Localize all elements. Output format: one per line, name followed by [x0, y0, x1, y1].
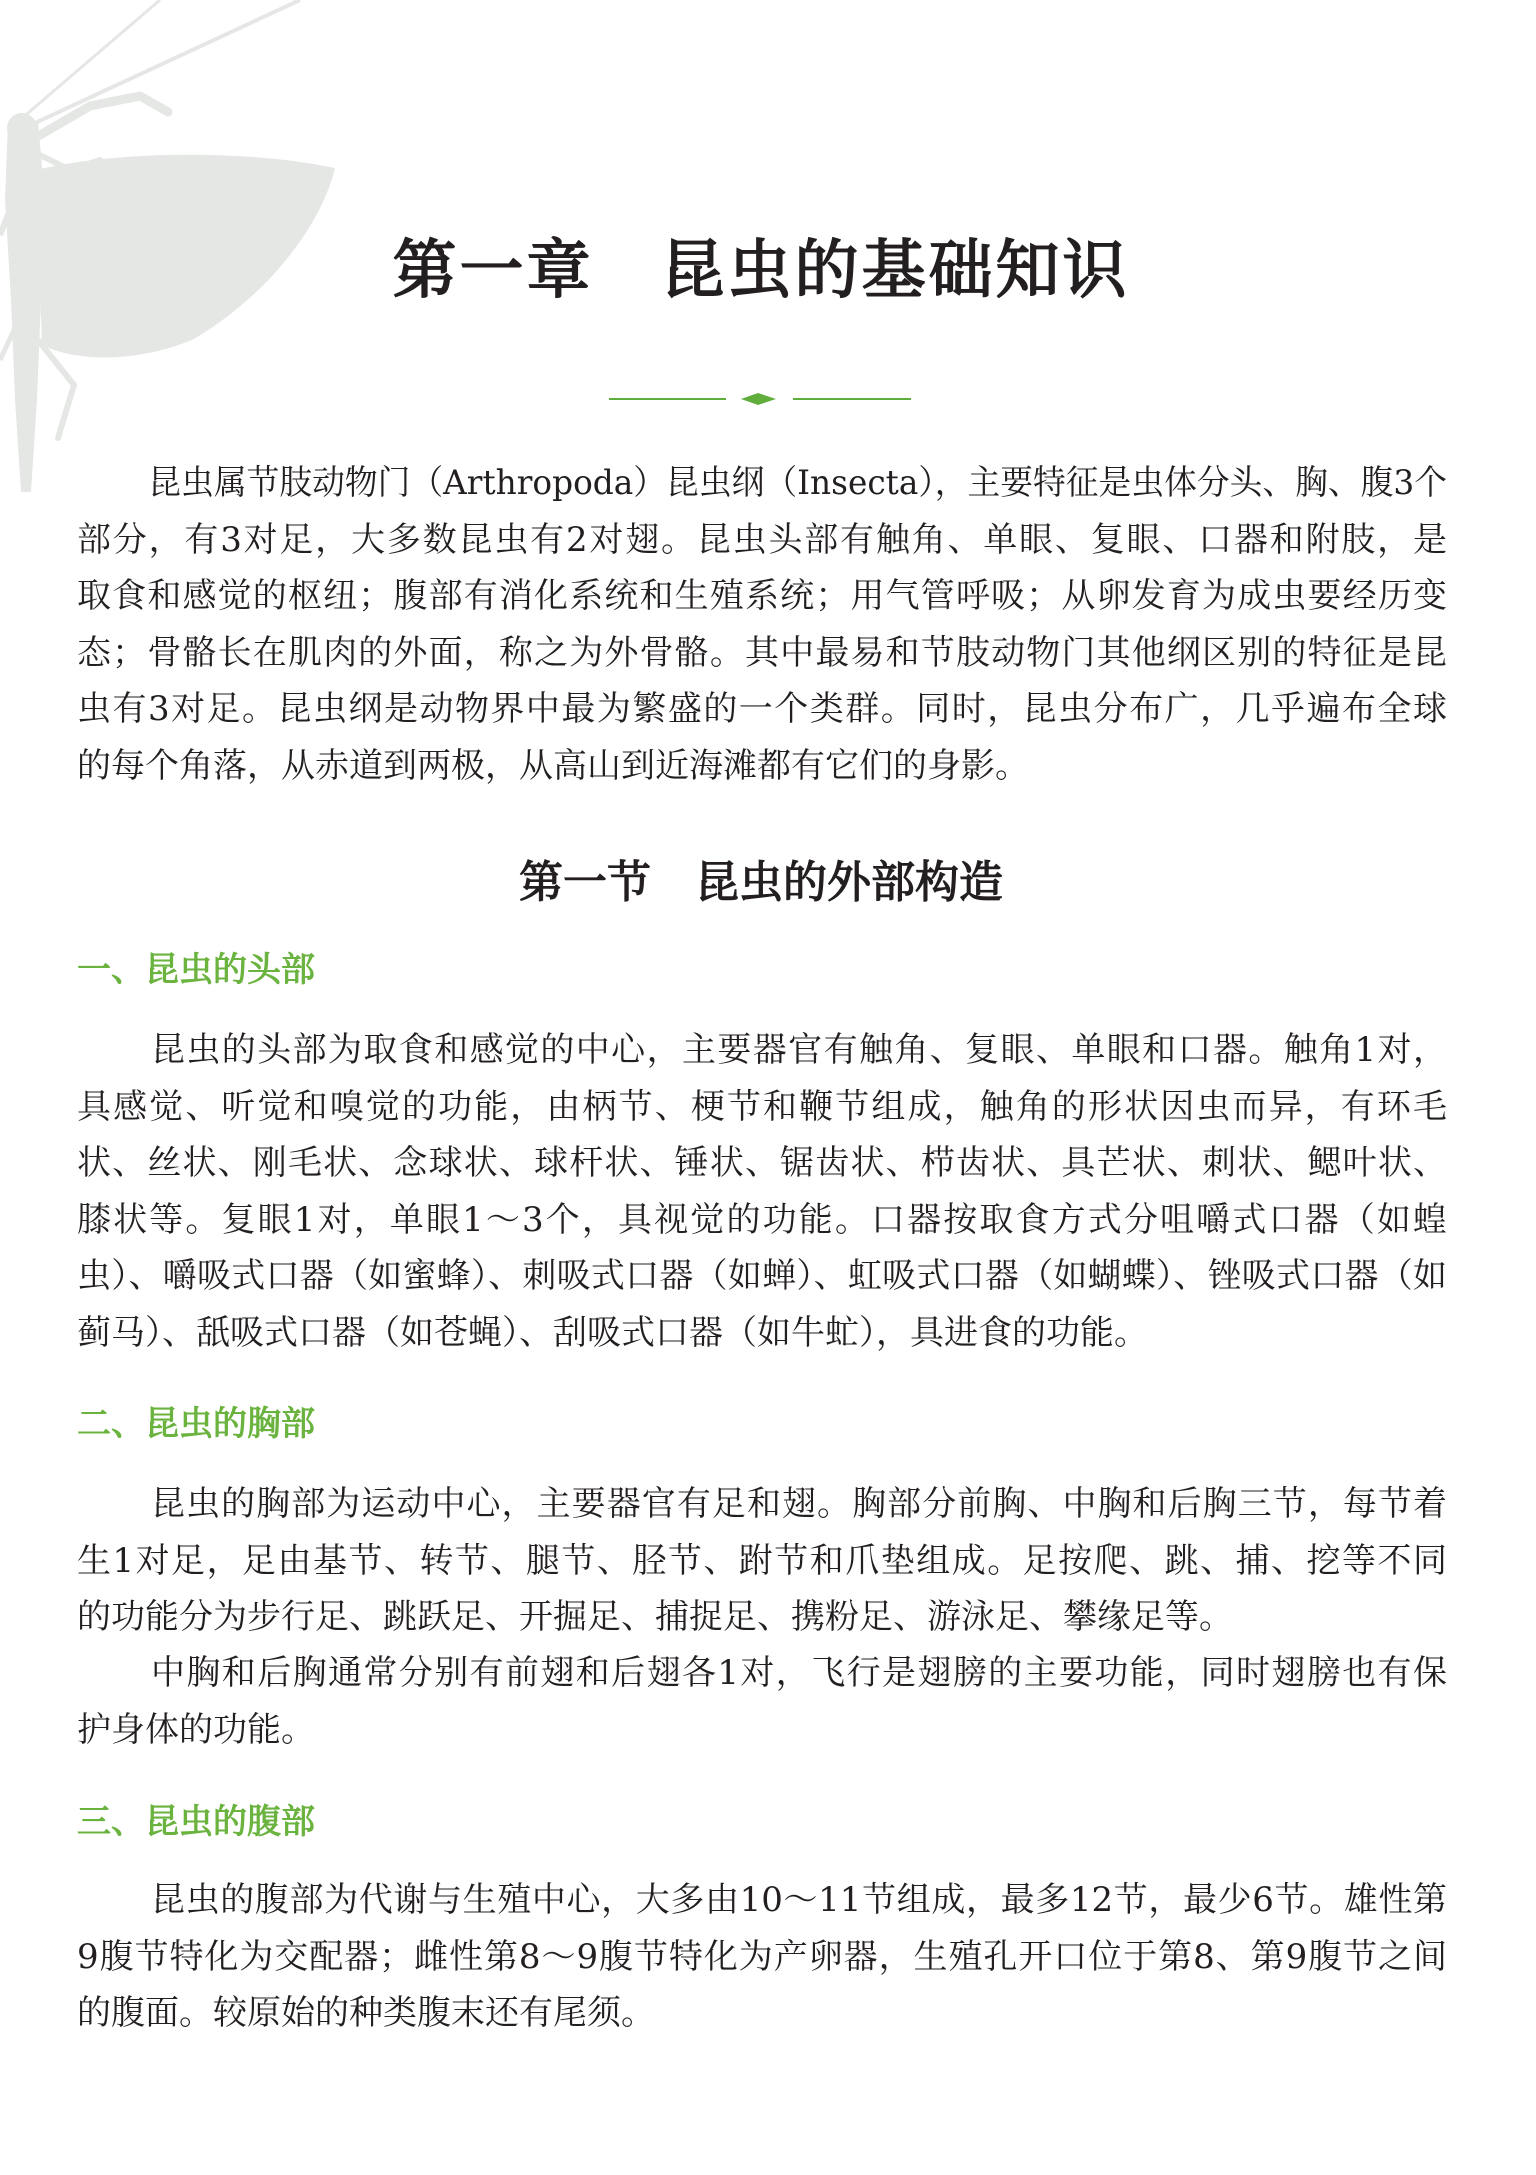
paragraph: [77, 1476, 1447, 1646]
text-line: 状、丝状、刚毛状、念球状、球杆状、锤状、锯齿状、栉齿状、具芒状、刺状、鳃叶状、: [77, 1143, 1447, 1183]
paragraph: [77, 1872, 1447, 2042]
text-line: 取食和感觉的枢纽；腹部有消化系统和生殖系统；用气管呼吸；从卵发育为成虫要经历变: [77, 576, 1447, 616]
paragraph: [77, 1022, 1447, 1361]
text-line: 虫）、嚼吸式口器（如蜜蜂）、刺吸式口器（如蝉）、虹吸式口器（如蝴蝶）、锉吸式口器（如: [77, 1256, 1447, 1296]
text-line: 9腹节特化为交配器；雌性第8～9腹节特化为产卵器，生殖孔开口位于第8、第9腹节之间: [77, 1936, 1447, 1977]
ornamental-divider: [600, 385, 920, 413]
intro-paragraph: [77, 455, 1447, 794]
text-line: 昆虫属节肢动物门（Arthropoda）昆虫纲（Insecta），主要特征是虫体分头、胸、腹3个: [148, 463, 1448, 503]
text-line: 中胸和后胸通常分别有前翅和后翅各1对，飞行是翅膀的主要功能，同时翅膀也有保: [151, 1653, 1447, 1693]
section-title: 第一节 昆虫的外部构造: [519, 857, 1003, 908]
text-line: 的腹面。较原始的种类腹末还有尾须。: [77, 1993, 655, 2033]
text-line: 部分，有3对足，大多数昆虫有2对翅。昆虫头部有触角、单眼、复眼、口器和附肢，是: [77, 519, 1447, 560]
text-line: 的每个角落，从赤道到两极，从高山到近海滩都有它们的身影。: [77, 745, 1029, 786]
text-line: 昆虫的腹部为代谢与生殖中心，大多由10～11节组成，最多12节，最少6节。雄性第: [151, 1880, 1447, 1920]
subheading-abdomen: 三、昆虫的腹部: [77, 1802, 315, 1842]
subheading-head: 一、昆虫的头部: [77, 950, 315, 990]
text-line: 昆虫的头部为取食和感觉的中心，主要器官有触角、复眼、单眼和口器。触角1对，: [151, 1030, 1447, 1070]
paragraph: [77, 1645, 1447, 1758]
text-line: 昆虫的胸部为运动中心，主要器官有足和翅。胸部分前胸、中胸和后胸三节，每节着: [151, 1484, 1447, 1524]
diamond-icon: [741, 393, 776, 405]
text-line: 膝状等。复眼1对，单眼1～3个，具视觉的功能。口器按取食方式分咀嚼式口器（如蝗: [77, 1199, 1447, 1240]
text-line: 态；骨骼长在肌肉的外面，称之为外骨骼。其中最易和节肢动物门其他纲区别的特征是昆: [77, 632, 1447, 673]
text-line: 蓟马）、舐吸式口器（如苍蝇）、刮吸式口器（如牛虻），具进食的功能。: [77, 1312, 1148, 1353]
subheading-thorax: 二、昆虫的胸部: [77, 1404, 315, 1444]
text-line: 护身体的功能。: [77, 1709, 315, 1750]
text-line: 虫有3对足。昆虫纲是动物界中最为繁盛的一个类群。同时，昆虫分布广，几乎遍布全球: [77, 689, 1447, 729]
text-line: 生1对足，足由基节、转节、腿节、胫节、跗节和爪垫组成。足按爬、跳、捕、挖等不同: [77, 1540, 1447, 1581]
chapter-title: 第一章 昆虫的基础知识: [392, 233, 1130, 308]
text-line: 的功能分为步行足、跳跃足、开掘足、捕捉足、携粉足、游泳足、攀缘足等。: [77, 1597, 1233, 1637]
text-line: 具感觉、听觉和嗅觉的功能，由柄节、梗节和鞭节组成，触角的形状因虫而异，有环毛: [77, 1086, 1447, 1127]
